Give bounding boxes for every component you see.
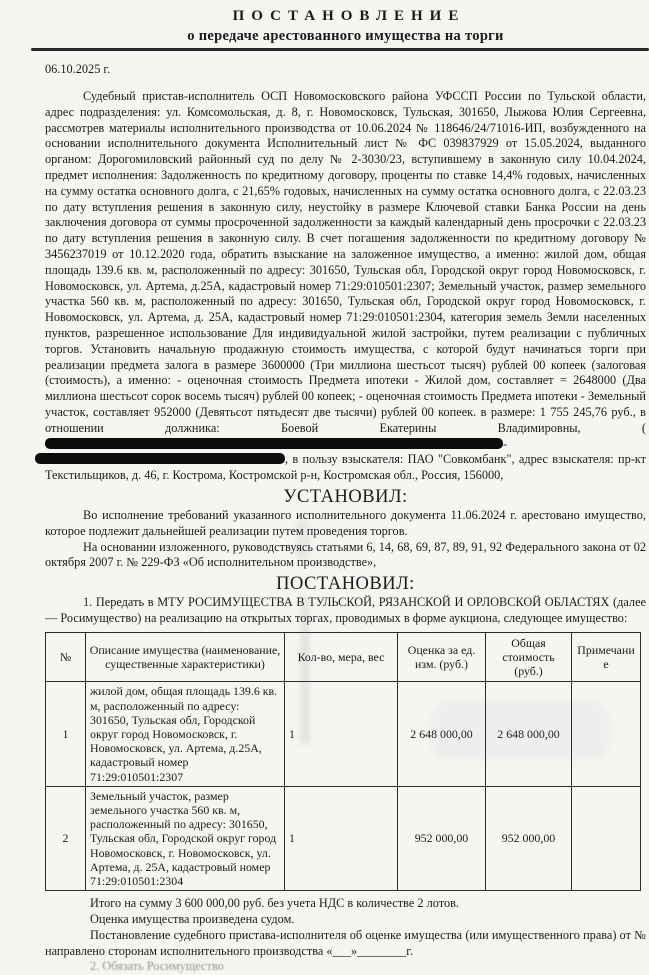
paragraph-legal-basis: На основании изложенного, руководствуясь статьями 6, 14, 68, 69, 87, 89, 91, 92 Федерального закона от 02 октября 2007 г. № 229-ФЗ «Об исполнительном производстве», — [45, 539, 646, 570]
total-sum-line: Итого на сумму 3 600 000,00 руб. без учета НДС в количестве 2 лотов. — [90, 896, 459, 911]
row-note — [572, 682, 641, 786]
property-table-header — [46, 632, 641, 682]
row-description: жилой дом, общая площадь 139.6 кв. м, расположенный по адресу: 301650, Тульская обл, Городской округ город Новомосковск, г. Новомосковск, ул. Артема, д.25А, кадастровый номер 71:29:010501:2307 — [86, 682, 285, 786]
header-quantity: Кол-во, мера, вес — [285, 632, 398, 682]
heading-postanovil: ПОСТАНОВИЛ: — [276, 574, 415, 595]
redaction-bar — [35, 453, 285, 464]
document-date: 06.10.2025 г. — [45, 62, 111, 76]
header-note: Примечание — [572, 632, 641, 682]
table-header-row — [46, 632, 641, 682]
main-paragraph-text-2: , в пользу взыскателя: ПАО "Совкомбанк", адрес взыскателя: пр-кт Текстильщиков, д. 46, г. Кострома, Костромской р-н, Костромская обл., Россия, 156000, — [45, 452, 646, 483]
row-quantity: 1 — [285, 682, 398, 786]
title-divider — [31, 48, 649, 51]
sent-to-parties-line: направлено сторонам исполнительного производства «___»________г. — [45, 943, 414, 958]
header-total-price: Общая стоимость (руб.) — [486, 632, 572, 682]
header-number: № — [46, 632, 86, 682]
row-description: Земельный участок, размер земельного участка 560 кв. м, расположенный по адресу: 301650, Тульская обл, Городской округ город Новомосковск, г. Новомосковск, ул. Артема, д. 25А, кадастровый номер 71:29:010501:2304 — [86, 786, 285, 890]
redaction-bar — [45, 438, 503, 449]
main-paragraph-text-1: Судебный пристав-исполнитель ОСП Новомосковского района УФССП России по Тульской области, адрес подразделения: ул. Комсомольская, д. 8, г. Новомосковск, Тульская, 301650, Лыжова Юлия Сергеевна, рассмотрев материалы исполнительного производства от 10.06.2024 № 118646/24/71016-ИП, возбужденного на основании исполнительного документа Исполнительный лист № ФС 039837929 от 15.05.2024, выданного органом: Дорогомиловский районный суд по делу № 2-3030/23, вступившему в законную силу 10.04.2024, предмет исполнения: Задолженность по кредитному договору, проценты по ставке 14,4% годовых, начисленных на сумму остатка основного долга, с 21,65% годовых, начисленных на сумму остатка основного долга, с 22.03.23 по дату вступления решения в законную силу, неустойку в размере Ключевой ставки Банка России на день заключения договора от суммы просроченной задолженности за каждый календарный день просрочки с 22.03.23 по дату вступления решения в законную силу. В счет погашения задолженности по кредитному договору № 3456237019 от 10.12.2020 года, обратить взыскание на заложенное имущество, а именно: жилой дом, общая площадь 139.6 кв. м, расположенный по адресу: 301650, Тульская обл, Городской округ город Новомосковск, г. Новомосковск, ул. Артема, д.25А, кадастровый номер 71:29:010501:2307; Земельный участок, размер земельного участка 560 кв. м, расположенный по адресу: 301650, Тульская обл, Городской округ город Новомосковск, г. Новомосковск, ул. Артема, д. 25А, кадастровый номер 71:29:010501:2304, категория земель Земли населенных пунктов, разрешенное использование Для индивидуальной жилой застройки, путем реализации с публичных торгов. Установить начальную продажную стоимость имущества, с которой будут начинаться торги при реализации предмета залога в размере 3600000 (Три миллиона шестьсот тысяч) рублей 00 копеек (залоговая (стоимость), а именно: - оценочная стоимость Предмета ипотеки - Жилой дом, составляет = 2648000 (Два миллиона шестьсот сорок восемь тысяч) рублей 00 копеек; - оценочная стоимость Предмета ипотеки - Земельный участок, составляет 952000 (Девятьсот пятьдесят две тысячи) рублей 00 копеек. в размере: 1 755 245,76 руб., в отношении должника: Боевой Екатерины Владимировны, ( — [45, 89, 646, 435]
heading-ustanovil: УСТАНОВИЛ: — [283, 486, 408, 507]
row-number: 1 — [46, 682, 86, 786]
main-paragraph-hyphen: - — [503, 436, 508, 451]
row-note — [572, 786, 641, 890]
header-description: Описание имущества (наименование, существенные характеристики) — [86, 632, 285, 682]
paragraph-transfer-order: 1. Передать в МТУ РОСИМУЩЕСТВА В ТУЛЬСКОЙ, РЯЗАНСКОЙ И ОРЛОВСКОЙ ОБЛАСТЯХ (далее — Росимущество) на реализацию на открытых торгах, проводимых в форме аукциона, следующее имущество: — [45, 595, 646, 625]
document-subtitle: о передаче арестованного имущества на торги — [187, 28, 504, 44]
table-row — [46, 786, 641, 890]
valuation-line: Оценка имущества произведена судом. — [90, 911, 295, 926]
resolution-sent-line: Постановление судебного пристава-исполнителя об оценке имущества (или имущественного права) от № — [90, 927, 646, 942]
cutoff-line: 2. Обязать Росимущество — [90, 959, 224, 974]
row-unit-price: 2 648 000,00 — [398, 682, 486, 786]
paragraph-seizure: Во исполнение требований указанного исполнительного документа 11.06.2024 г. арестовано имущество, которое подлежит дальнейшей реализации путем проведения торгов. — [45, 507, 646, 538]
row-quantity: 1 — [285, 786, 398, 890]
header-unit-price: Оценка за ед. изм. (руб.) — [398, 632, 486, 682]
row-total-price: 952 000,00 — [486, 786, 572, 890]
row-unit-price: 952 000,00 — [398, 786, 486, 890]
main-paragraph — [45, 89, 646, 484]
property-table — [45, 632, 641, 891]
row-number: 2 — [46, 786, 86, 890]
table-row — [46, 682, 641, 786]
document-title: ПОСТАНОВЛЕНИЕ — [232, 8, 466, 24]
row-total-price: 2 648 000,00 — [486, 682, 572, 786]
